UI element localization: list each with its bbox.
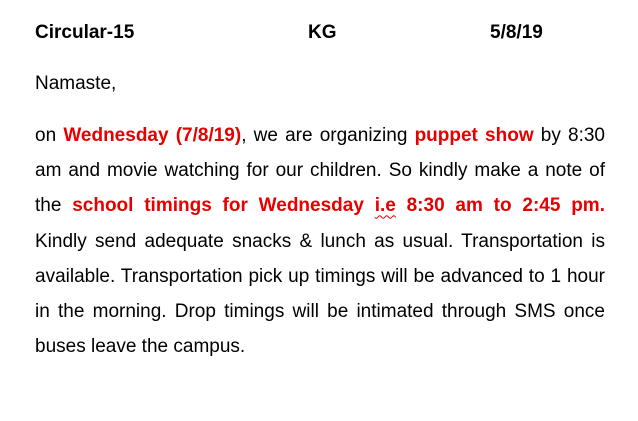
- circular-body: [35, 118, 605, 364]
- highlight-time-range: 8:30 am to 2:45 pm.: [395, 195, 605, 217]
- highlight-puppet-show: puppet show: [414, 125, 534, 146]
- body-text-4: Kindly send adequate snacks & lunch as usual. Transportation is available. Transportation pick up timings will be advanced to 1 hour in the morning. Drop timings will be intimated through SMS once buses leave the campus.: [35, 230, 605, 358]
- circular-number: Circular-15: [35, 22, 135, 43]
- circular-document: [35, 0, 605, 364]
- greeting: Namaste,: [35, 73, 117, 94]
- body-text-2: , we are organizing: [241, 125, 415, 146]
- grade-label: KG: [308, 22, 337, 43]
- highlight-ie-spellcheck: i.e: [374, 195, 396, 217]
- circular-date: 5/8/19: [490, 22, 543, 43]
- body-text-1: on: [35, 125, 64, 146]
- highlight-wednesday-date: Wednesday (7/8/19): [63, 125, 242, 146]
- highlight-school-timings: school timings for Wednesday: [72, 195, 375, 217]
- body-text-3: by 8:30 am and movie watching for our children. So kindly make a note of the: [35, 125, 605, 217]
- circular-header: [35, 0, 605, 62]
